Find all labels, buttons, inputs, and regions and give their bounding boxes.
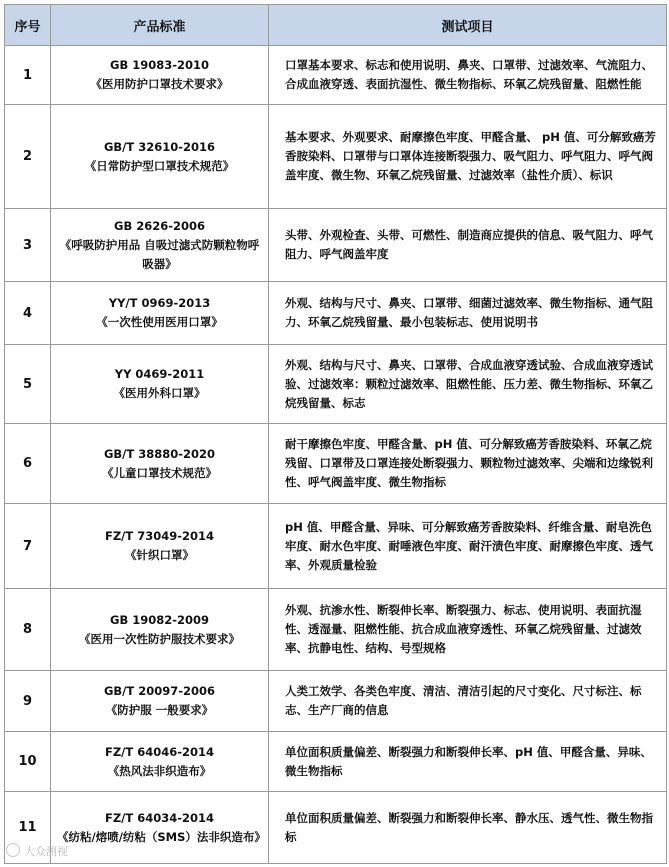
table-row — [5, 589, 667, 671]
header-standard: 产品标准 — [51, 5, 269, 46]
row-number: 5 — [5, 345, 51, 424]
standard-cell — [51, 589, 269, 671]
test-items-cell: 外观、结构与尺寸、鼻夹、口罩带、细菌过滤效率、微生物指标、通气阻力、环氧乙烷残留量、最小包装标志、使用说明书 — [269, 282, 667, 345]
table-row — [5, 792, 667, 864]
table-row — [5, 504, 667, 589]
standard-cell — [51, 105, 269, 209]
test-items-cell: 耐干摩擦色牢度、甲醛含量、pH 值、可分解致癌芳香胺染料、环氧乙烷残留、口罩带及口罩连接处断裂强力、颗粒物过滤效率、尖端和边缘锐利性、呼气阀盖牢度、微生物指标 — [269, 424, 667, 504]
table-header-row — [5, 5, 667, 46]
standard-cell — [51, 209, 269, 282]
standard-title: 《防护服 一般要求》 — [105, 703, 214, 717]
test-items-cell: 基本要求、外观要求、耐摩擦色牢度、甲醛含量、 pH 值、可分解致癌芳香胺染料、口罩带与口罩体连接断裂强力、吸气阻力、呼气阻力、呼气阀盖牢度、微生物、环氧乙烷残留量、过滤效率（盐性介质）、标识 — [269, 105, 667, 209]
standard-cell — [51, 671, 269, 732]
standard-code: FZ/T 64046-2014 — [104, 744, 215, 759]
standard-cell — [51, 424, 269, 504]
standard-cell — [51, 282, 269, 345]
test-items-cell: 外观、结构与尺寸、鼻夹、口罩带、合成血液穿透试验、合成血液穿透试验、过滤效率：颗粒过滤效率、阻燃性能、压力差、微生物指标、环氧乙烷残留量、标志 — [269, 345, 667, 424]
standard-cell — [51, 504, 269, 589]
row-number: 11 — [5, 792, 51, 864]
standard-code: GB 19083-2010 — [110, 58, 209, 72]
table-row — [5, 282, 667, 345]
watermark — [6, 843, 68, 859]
test-items-cell: pH 值、甲醛含量、异味、可分解致癌芳香胺染料、纤维含量、耐皂洗色牢度、耐水色牢度、耐唾液色牢度、耐汗渍色牢度、耐摩擦色牢度、透气率、外观质量检验 — [269, 504, 667, 589]
standard-title: 《呼吸防护用品 自吸过滤式防颗粒物呼吸器》 — [59, 237, 260, 271]
table-row — [5, 345, 667, 424]
row-number: 3 — [5, 209, 51, 282]
standard-cell — [51, 345, 269, 424]
table-body — [5, 46, 667, 864]
standard-title: 《热风法非织造布》 — [107, 763, 212, 778]
standard-code: GB/T 20097-2006 — [103, 684, 216, 698]
standard-title: 《日常防护型口罩技术规范》 — [84, 158, 235, 173]
row-number: 2 — [5, 105, 51, 209]
standard-title: 《儿童口罩技术规范》 — [102, 465, 217, 480]
row-number: 10 — [5, 732, 51, 792]
test-items-cell: 头带、外观检查、头带、可燃性、制造商应提供的信息、吸气阻力、呼气阻力、呼气阀盖牢度 — [269, 209, 667, 282]
table-row — [5, 671, 667, 732]
row-number: 8 — [5, 589, 51, 671]
row-number: 1 — [5, 46, 51, 105]
watermark-text: 大众测视 — [24, 845, 68, 858]
table-row — [5, 46, 667, 105]
standards-table — [4, 4, 667, 864]
standard-code: YY/T 0969-2013 — [108, 296, 211, 310]
row-number: 7 — [5, 504, 51, 589]
standard-title: 《一次性使用医用口罩》 — [96, 315, 223, 329]
standard-code: YY 0469-2011 — [114, 367, 205, 381]
standard-cell — [51, 792, 269, 864]
table-row — [5, 732, 667, 792]
row-number: 9 — [5, 671, 51, 732]
standard-code: GB/T 38880-2020 — [103, 446, 216, 461]
standard-title: 《医用外科口罩》 — [113, 386, 206, 400]
table-row — [5, 209, 667, 282]
standard-code: GB/T 32610-2016 — [103, 139, 216, 154]
header-items: 测试项目 — [269, 5, 667, 46]
standard-code: FZ/T 64034-2014 — [104, 810, 215, 825]
standard-title: 《医用防护口罩技术要求》 — [90, 77, 229, 91]
test-items-cell: 口罩基本要求、标志和使用说明、鼻夹、口罩带、过滤效率、气流阻力、合成血液穿透、表面抗湿性、微生物指标、环氧乙烷残留量、阻燃性能 — [269, 46, 667, 105]
standard-cell — [51, 46, 269, 105]
watermark-logo-icon — [6, 843, 20, 857]
table-row — [5, 424, 667, 504]
test-items-cell: 单位面积质量偏差、断裂强力和断裂伸长率、静水压、透气性、微生物指标 — [269, 792, 667, 864]
test-items-cell: 外观、抗渗水性、断裂伸长率、断裂强力、标志、使用说明、表面抗湿性、透湿量、阻燃性能、抗合成血液穿透性、环氧乙烷残留量、过滤效率、抗静电性、结构、号型规格 — [269, 589, 667, 671]
table-row — [5, 105, 667, 209]
standard-cell — [51, 732, 269, 792]
standard-title: 《医用一次性防护服技术要求》 — [79, 631, 240, 646]
standard-code: FZ/T 73049-2014 — [104, 529, 215, 543]
test-items-cell: 人类工效学、各类色牢度、清洁、清洁引起的尺寸变化、尺寸标注、标志、生产厂商的信息 — [269, 671, 667, 732]
standard-title: 《针织口罩》 — [125, 548, 194, 562]
standard-title: 《纺粘/熔喷/纺粘（SMS）法非织造布》 — [57, 829, 266, 844]
row-number: 4 — [5, 282, 51, 345]
standard-code: GB 2626-2006 — [114, 218, 205, 233]
test-items-cell: 单位面积质量偏差、断裂强力和断裂伸长率、pH 值、甲醛含量、异味、微生物指标 — [269, 732, 667, 792]
header-no: 序号 — [5, 5, 51, 46]
row-number: 6 — [5, 424, 51, 504]
standard-code: GB 19082-2009 — [110, 612, 209, 627]
